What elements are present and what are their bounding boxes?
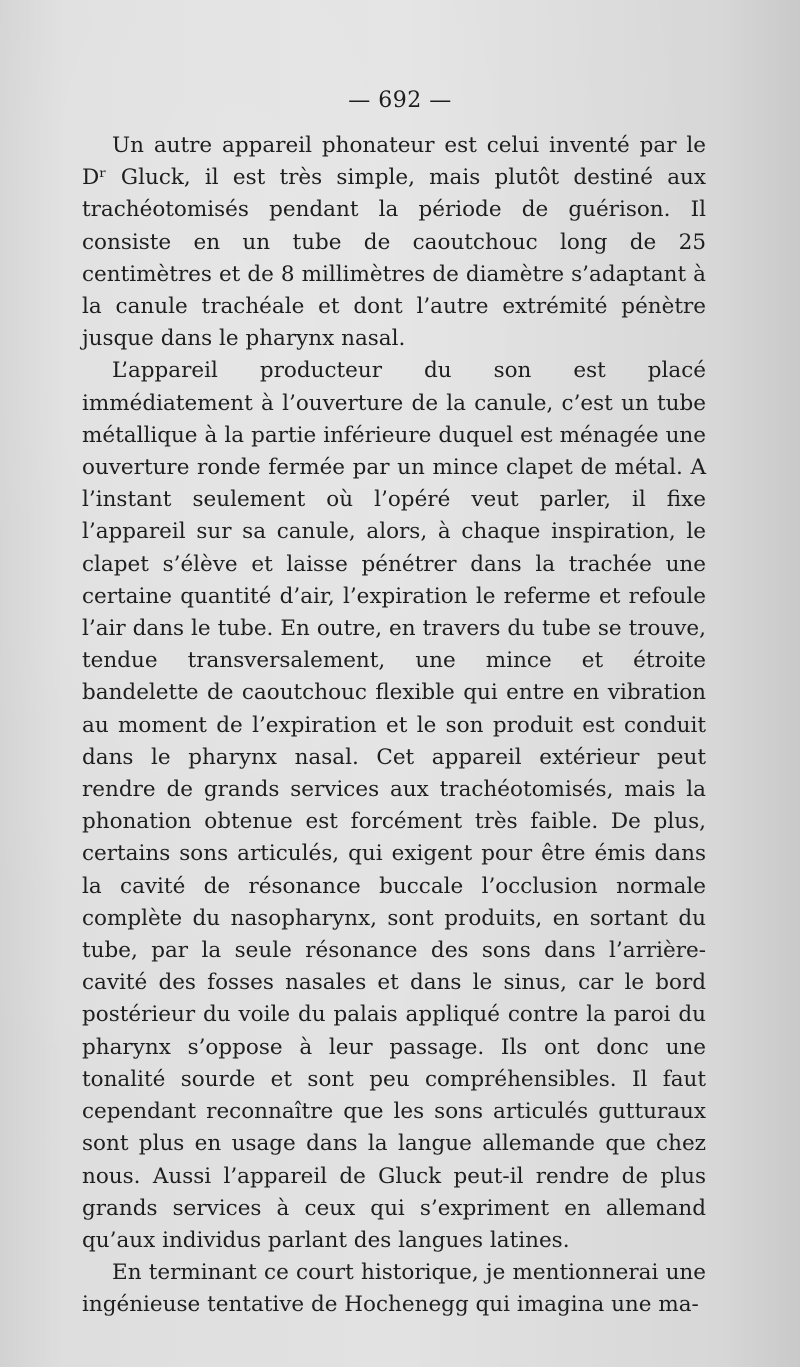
body-text xyxy=(82,130,706,1322)
paragraph-1: Un autre appareil phonateur est celui inventé par le Dʳ Gluck, il est très simple, mais plutôt destiné aux trachéotomisés pendant la période de guérison. Il consiste en un tube de caoutchouc long de 25 centimètres et de 8 millimètres de diamètre s’adaptant à la canule trachéale et dont l’autre extrémité pénètre jusque dans le pharynx nasal. xyxy=(82,133,706,352)
paragraph-2: L’appareil producteur du son est placé immédiatement à l’ouverture de la canule, c’est un tube métallique à la partie inférieure duquel est ménagée une ouverture ronde fermée par un mince clapet de métal. A l’instant seulement où l’opéré veut parler, il fixe l’appareil sur sa canule, alors, à chaque inspiration, le clapet s’élève et laisse pénétrer dans la trachée une certaine quantité d’air, l’expiration le referme et refoule l’air dans le tube. En outre, en travers du tube se trouve, tendue transversalement, une mince et étroite bandelette de caoutchouc flexible qui entre en vibration au moment de l’expiration et le son produit est conduit dans le pharynx nasal. Cet appareil extérieur peut rendre de grands services aux trachéotomisés, mais la phonation obtenue est forcément très faible. De plus, certains sons articulés, qui exigent pour être émis dans la cavité de résonance buccale l’occlusion normale complète du nasopharynx, sont produits, en sortant du tube, par la seule résonance des sons dans l’arrière-cavité des fosses nasales et dans le sinus, car le bord postérieur du voile du palais appliqué contre la paroi du pharynx s’oppose à leur passage. Ils ont donc une tonalité sourde et sont peu compréhensibles. Il faut cependant reconnaître que les sons articulés gutturaux sont plus en usage dans la langue allemande que chez nous. Aussi l’appareil de Gluck peut-il rendre de plus grands services à ceux qui s’expriment en allemand qu’aux individus parlant des langues latines. xyxy=(82,358,706,1253)
paragraph-3: En terminant ce court historique, je mentionnerai une ingénieuse tentative de Hochenegg qui imagina une ma- xyxy=(82,1260,706,1318)
page-number: — 692 — xyxy=(348,88,452,113)
